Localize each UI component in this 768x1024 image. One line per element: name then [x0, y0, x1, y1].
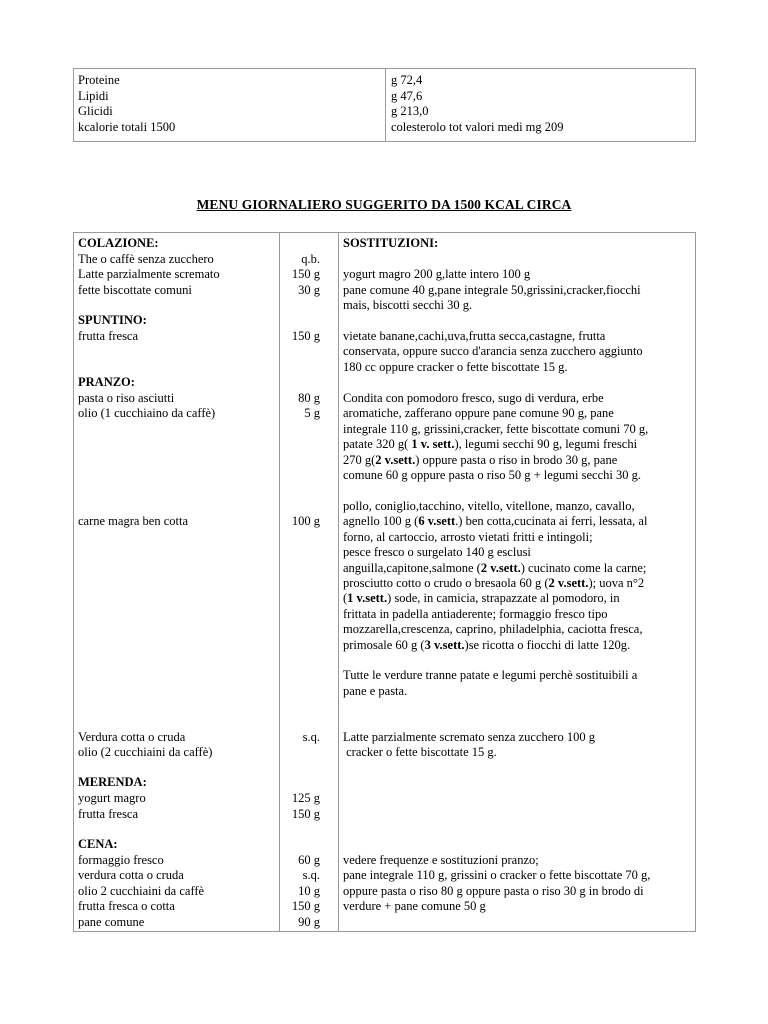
quantity: 150 g: [291, 329, 320, 343]
nutrient-label: Lipidi: [78, 88, 109, 103]
food-item: The o caffè senza zucchero: [78, 252, 214, 266]
substitution-line: vietate banane,cachi,uva,frutta secca,castagne, frutta: [343, 329, 606, 343]
spuntino-header: SPUNTINO:: [78, 313, 147, 327]
quantity: 30 g: [298, 283, 320, 297]
substitution-line: pane comune 40 g,pane integrale 50,grissini,cracker,fiocchi: [343, 283, 641, 297]
food-item: yogurt magro: [78, 791, 146, 805]
nutrition-values-cell: [386, 69, 695, 141]
nutrient-label: kcalorie totali 1500: [78, 119, 176, 134]
quantity: 125 g: [291, 791, 320, 805]
nutrition-labels-cell: [74, 69, 386, 141]
quantity: s.q.: [302, 868, 320, 882]
column-divider: [279, 233, 280, 931]
food-item: fette biscottate comuni: [78, 283, 192, 297]
food-item: pane comune: [78, 915, 145, 929]
pranzo-header: PRANZO:: [78, 375, 135, 389]
substitution-line: 270 g(2 v.sett.) oppure pasta o riso in brodo 30 g, pane: [343, 453, 618, 467]
food-item: olio (1 cucchiaino da caffè): [78, 406, 216, 420]
substitution-line: forno, al cartoccio, arrosto vietati fritti e intingoli;: [343, 530, 593, 544]
food-item: frutta fresca: [78, 329, 139, 343]
quantity: s.q.: [302, 730, 320, 744]
substitution-line: Condita con pomodoro fresco, sugo di verdura, erbe: [343, 391, 604, 405]
substitution-line: pollo, coniglio,tacchino, vitello, vitellone, manzo, cavallo,: [343, 499, 635, 513]
substitution-line: anguilla,capitone,salmone (2 v.sett.) cucinato come la carne;: [343, 561, 647, 575]
substitution-line: primosale 60 g (3 v.sett.)se ricotta o fiocchi di latte 120g.: [343, 638, 631, 652]
nutrient-label: Glicidi: [78, 104, 113, 118]
food-item: carne magra ben cotta: [78, 514, 189, 528]
food-item: frutta fresca o cotta: [78, 899, 175, 913]
nutrient-value: g 47,6: [391, 88, 423, 103]
quantity: 10 g: [298, 884, 320, 898]
substitution-line: 180 cc oppure cracker o fette biscottate 15 g.: [343, 360, 568, 374]
food-item: frutta fresca: [78, 807, 139, 821]
column-divider: [338, 233, 339, 931]
food-item: Verdura cotta o cruda: [78, 730, 186, 744]
quantity: 100 g: [291, 514, 320, 528]
food-item: pasta o riso asciutti: [78, 391, 175, 405]
nutrient-value: colesterolo tot valori medi mg 209: [391, 119, 564, 134]
quantity: 150 g: [291, 267, 320, 281]
food-item: Latte parzialmente scremato: [78, 267, 220, 281]
substitution-line: integrale 110 g, grissini,cracker, fette biscottate comuni 70 g,: [343, 422, 649, 436]
quantity: 80 g: [298, 391, 320, 405]
substitution-line: comune 60 g oppure pasta o riso 50 g + legumi secchi 30 g.: [343, 468, 641, 482]
quantity: 150 g: [291, 807, 320, 821]
food-item: formaggio fresco: [78, 853, 164, 867]
nutrient-value: g 72,4: [391, 73, 423, 87]
substitution-line: patate 320 g( 1 v. sett.), legumi secchi 90 g, legumi freschi: [343, 437, 638, 451]
merenda-header: MERENDA:: [78, 775, 147, 789]
food-item: verdura cotta o cruda: [78, 868, 184, 882]
quantity: 150 g: [291, 899, 320, 913]
substitution-line: Tutte le verdure tranne patate e legumi perchè sostituibili a: [343, 668, 638, 682]
substitution-line: prosciutto cotto o crudo o bresaola 60 g (2 v.sett.); uova n°2: [343, 576, 645, 590]
substitution-line: vedere frequenze e sostituzioni pranzo;: [343, 853, 539, 867]
sostituzioni-header: SOSTITUZIONI:: [343, 236, 439, 250]
substitution-line: (1 v.sett.) sode, in camicia, strapazzate al pomodoro, in: [343, 591, 620, 605]
colazione-header: COLAZIONE:: [78, 236, 159, 250]
substitution-line: pesce fresco o surgelato 140 g esclusi: [343, 545, 531, 559]
quantity: 5 g: [304, 406, 320, 420]
quantity: q.b.: [301, 252, 320, 266]
substitution-line: conservata, oppure succo d'arancia senza zucchero aggiunto: [343, 344, 643, 358]
substitution-line: pane integrale 110 g, grissini o cracker o fette biscottate 70 g,: [343, 868, 651, 882]
food-item: olio 2 cucchiaini da caffè: [78, 884, 205, 898]
substitution-line: cracker o fette biscottate 15 g.: [343, 745, 497, 759]
substitution-line: mais, biscotti secchi 30 g.: [343, 298, 473, 312]
substitution-line: oppure pasta o riso 80 g oppure pasta o riso 30 g in brodo di: [343, 884, 644, 898]
menu-table: [73, 232, 696, 932]
cena-header: CENA:: [78, 837, 118, 851]
nutrient-label: Proteine: [78, 73, 120, 87]
substitution-line: agnello 100 g (6 v.sett.) ben cotta,cucinata ai ferri, lessata, al: [343, 514, 648, 528]
quantity: 90 g: [298, 915, 320, 929]
quantity: 60 g: [298, 853, 320, 867]
substitution-line: mozzarella,crescenza, caprino, philadelphia, caciotta fresca,: [343, 622, 643, 636]
substitution-line: aromatiche, zafferano oppure pane comune 90 g, pane: [343, 406, 614, 420]
menu-title: MENU GIORNALIERO SUGGERITO DA 1500 KCAL CIRCA: [196, 197, 572, 212]
food-item: olio (2 cucchiaini da caffè): [78, 745, 213, 759]
substitution-line: verdure + pane comune 50 g: [343, 899, 486, 913]
substitution-line: pane e pasta.: [343, 684, 408, 698]
substitution-line: yogurt magro 200 g,latte intero 100 g: [343, 267, 531, 281]
substitution-line: frittata in padella antiaderente; formaggio fresco tipo: [343, 607, 608, 621]
nutrition-summary-table: [73, 68, 696, 142]
nutrient-value: g 213,0: [391, 104, 429, 118]
substitution-line: Latte parzialmente scremato senza zucchero 100 g: [343, 730, 595, 744]
